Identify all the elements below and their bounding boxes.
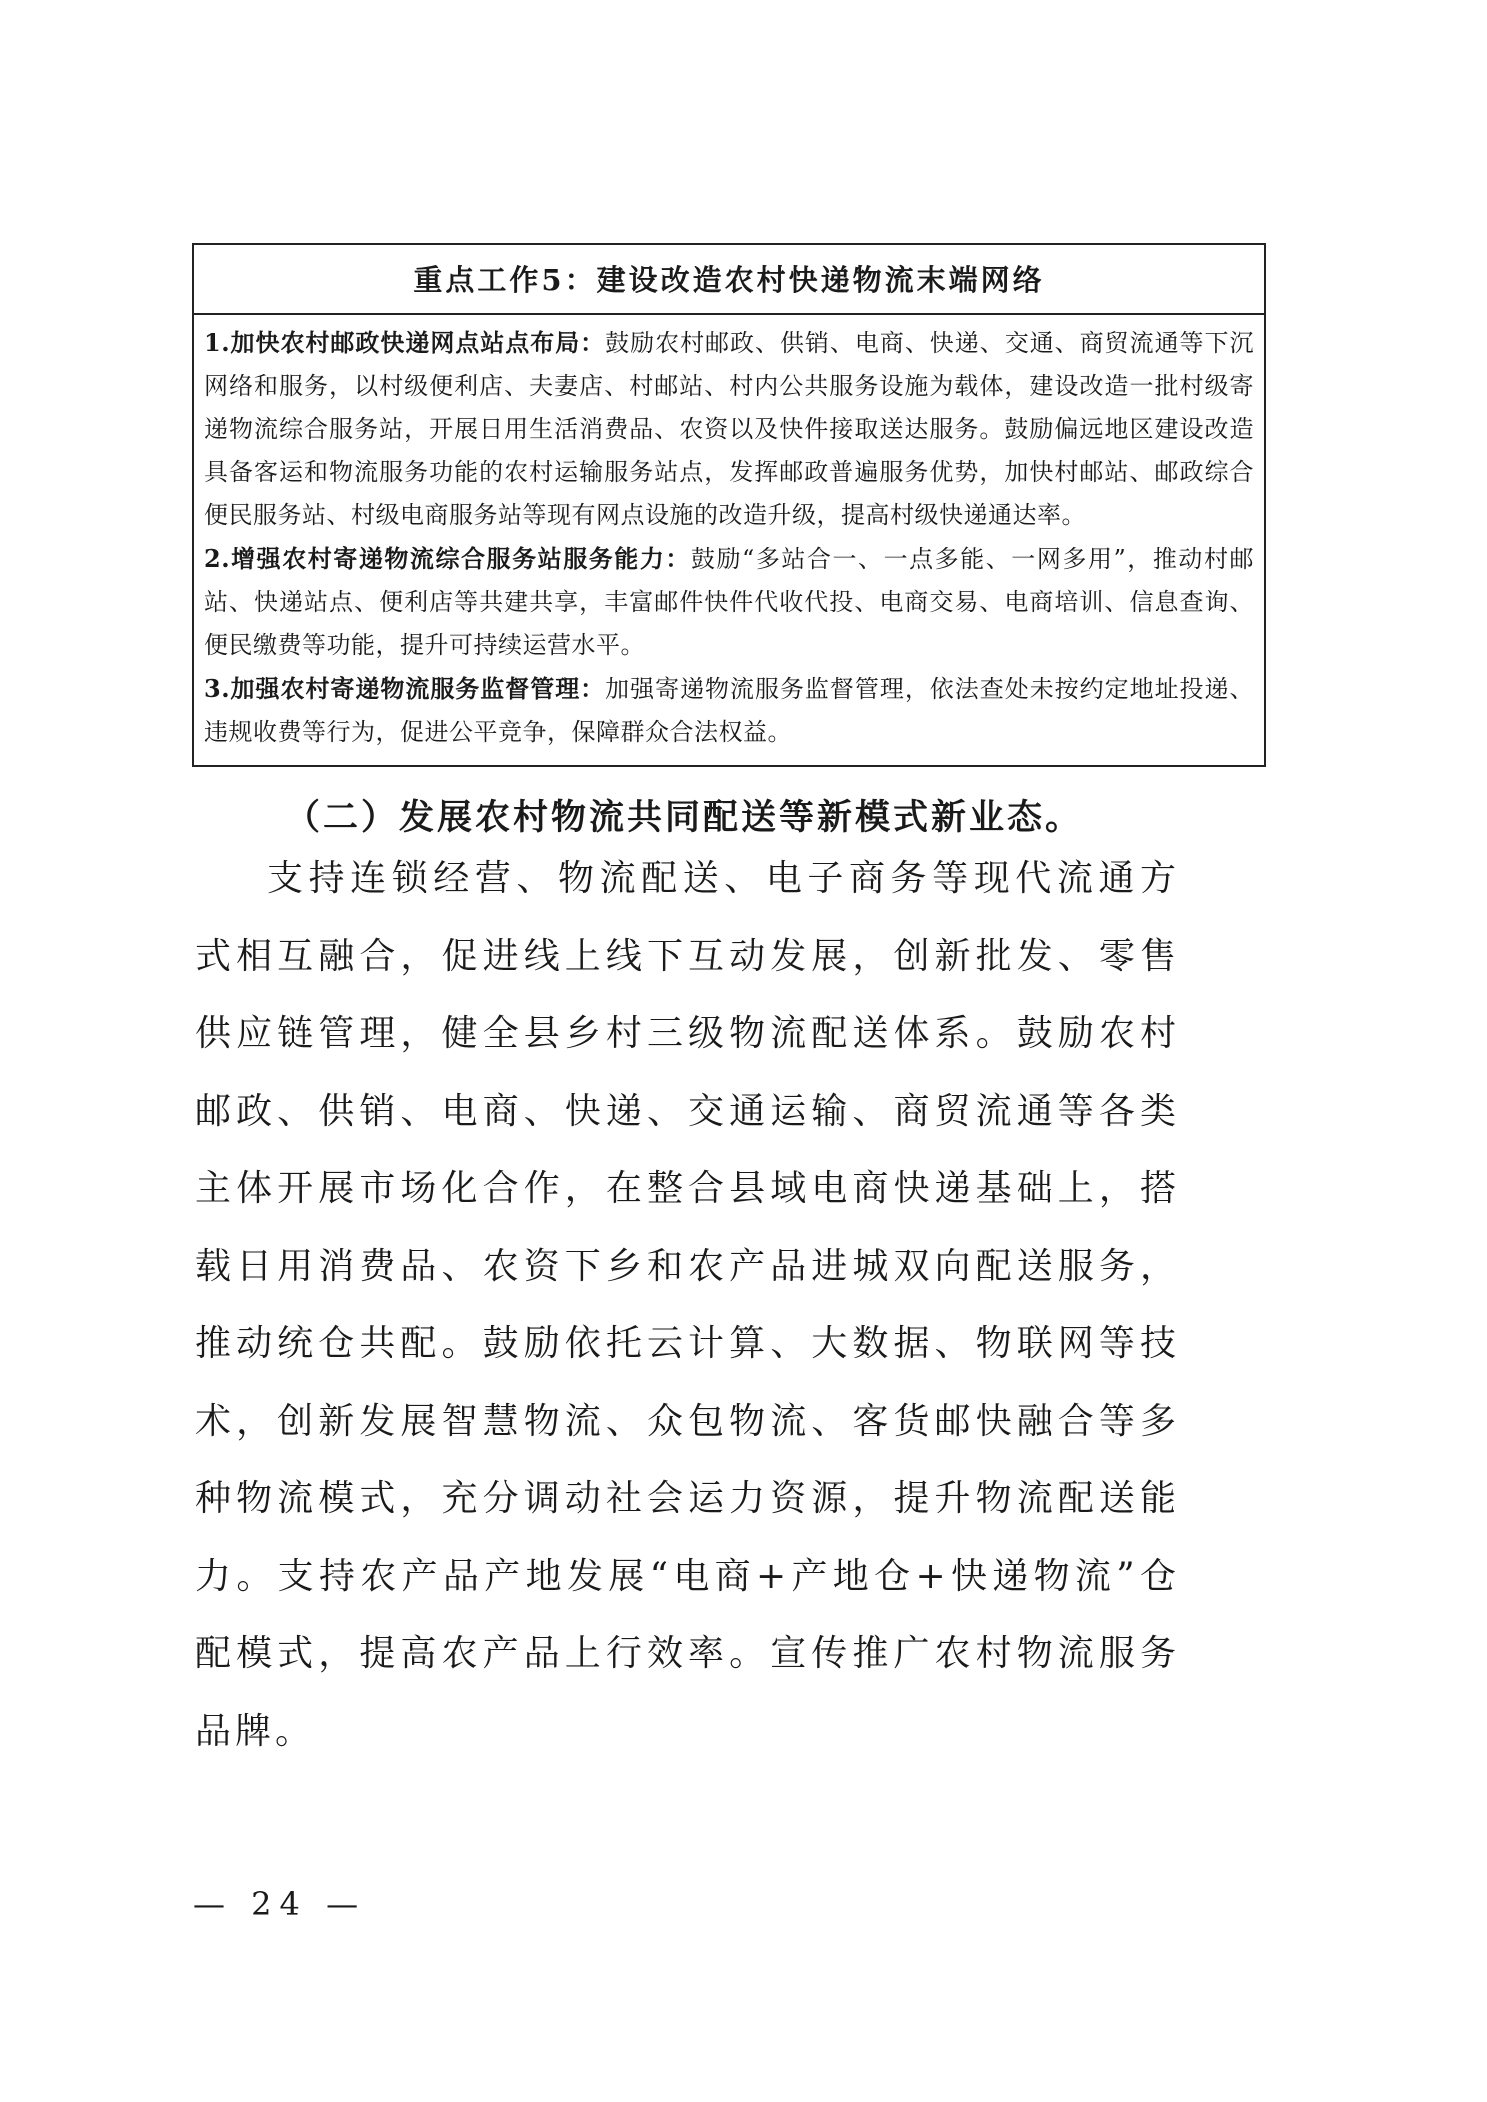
section-heading: （二）发展农村物流共同配送等新模式新业态。 (285, 797, 1084, 838)
key-work-item (204, 321, 1254, 537)
key-work-item-text: 鼓励农村邮政、供销、电商、快递、交通、商贸流通等下沉网络和服务，以村级便利店、夫妻店、村邮站、村内公共服务设施为载体，建设改造一批村级寄递物流综合服务站，开展日用生活消费品、农资以及快件接取送达服务。鼓励偏远地区建设改造具备客运和物流服务功能的农村运输服务站点，发挥邮政普遍服务优势，加快村邮站、邮政综合便民服务站、村级电商服务站等现有网点设施的改造升级，提高村级快递通达率。 (204, 329, 1254, 529)
key-work-item-text: 加强寄递物流服务监督管理，依法查处未按约定地址投递、违规收费等行为，促进公平竞争，保障群众合法权益。 (204, 675, 1254, 746)
key-work-body (194, 315, 1264, 754)
key-work-title: 重点工作5：建设改造农村快递物流末端网络 (194, 245, 1264, 315)
key-work-box (192, 243, 1266, 767)
key-work-item (204, 537, 1254, 667)
key-work-item (204, 667, 1254, 754)
page-number: — 24 — (193, 1885, 367, 1923)
key-work-item-text: 鼓励“多站合一、一点多能、一网多用”，推动村邮站、快递站点、便利店等共建共享，丰富邮件快件代收代投、电商交易、电商培训、信息查询、便民缴费等功能，提升可持续运营水平。 (204, 545, 1254, 659)
body-paragraph: 支持连锁经营、物流配送、电子商务等现代流通方式相互融合，促进线上线下互动发展，创新批发、零售供应链管理，健全县乡村三级物流配送体系。鼓励农村邮政、供销、电商、快递、交通运输、商贸流通等各类主体开展市场化合作，在整合县域电商快递基础上，搭载日用消费品、农资下乡和农产品进城双向配送服务，推动统仓共配。鼓励依托云计算、大数据、物联网等技术，创新发展智慧物流、众包物流、客货邮快融合等多种物流模式，充分调动社会运力资源，提升物流配送能力。支持农产品产地发展“电商+产地仓+快递物流”仓配模式，提高农产品上行效率。宣传推广农村物流服务品牌。 (195, 858, 1180, 1752)
key-work-item-heading: 2.增强农村寄递物流综合服务站服务能力： (204, 544, 691, 573)
key-work-item-heading: 3.加强农村寄递物流服务监督管理： (204, 674, 606, 703)
key-work-item-heading: 1.加快农村邮政快递网点站点布局： (204, 328, 606, 357)
